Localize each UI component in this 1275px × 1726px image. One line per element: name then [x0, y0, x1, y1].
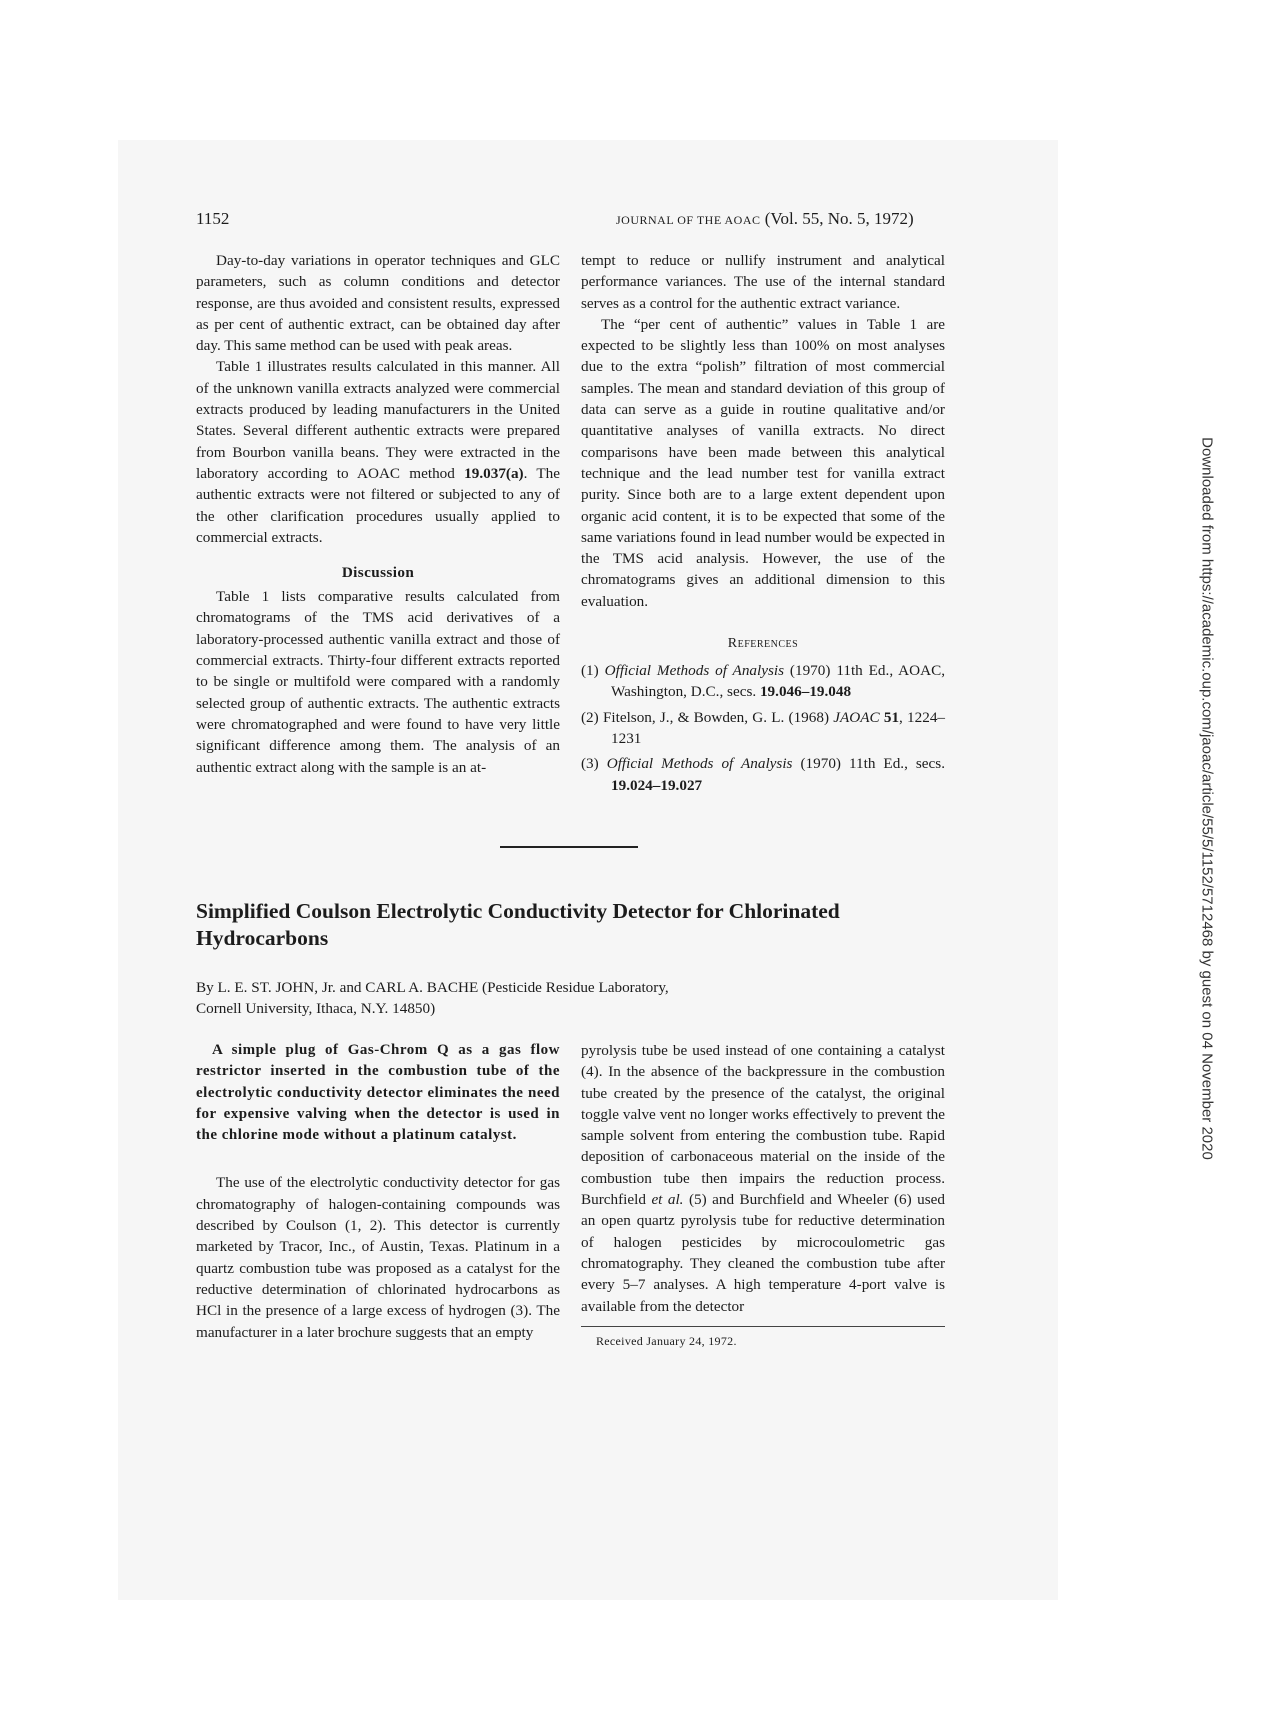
text: Table 1 illustrates results calculated in this manner. All of the unknown vanilla extracts analyzed were commercial extracts produced by leading manufacturers in the United States. Several different authentic extracts were prepared from Bourbon vanilla beans. They were extracted in the laboratory according to AOAC method [196, 358, 560, 482]
received-date: Received January 24, 1972. [596, 1334, 737, 1348]
text: pyrolysis tube be used instead of one containing a catalyst (4). In the absence of the backpressure in the combustion tube created by the presence of the catalyst, the original toggle valve vent no longer works effectively to prevent the sample solvent from entering the combustion tube. Rapid deposition of carbonaceous material on the inside of the combustion tube then impairs the reduction process. Burchfield [581, 1042, 945, 1209]
journal-name: JOURNAL OF THE AOAC [616, 213, 761, 227]
text: , 1224–1231 [611, 708, 946, 747]
right-column [581, 250, 945, 800]
paragraph: tempt to reduce or nullify instrument and analytical performance variances. The use of the internal standard serves as a control for the authentic extract variance. [581, 252, 945, 312]
text: (1970) 11th Ed., AOAC, Washington, D.C., secs. [611, 662, 946, 701]
footnote-rule [581, 1326, 945, 1327]
text: Fitelson, J., & Bowden, G. L. (1968) [602, 708, 834, 726]
abstract: A simple plug of Gas-Chrom Q as a gas flow restrictor inserted in the combustion tube of the electrolytic conductivity detector eliminates the need for expensive valving when the detector is used in the chlorine mode without a platinum catalyst. [196, 1042, 560, 1144]
text: . The authentic extracts were not filtered or subjected to any of the other clarification procedures usually applied to commercial extracts. [196, 464, 561, 546]
text: (1970) 11th Ed., secs. [792, 755, 945, 773]
running-header [616, 209, 914, 229]
reference-number: (1) [581, 662, 599, 680]
authors-line: By L. E. ST. JOHN, Jr. and CARL A. BACHE (Pesticide Residue Laboratory, [196, 979, 669, 996]
reference-number: (2) [581, 708, 599, 726]
paragraph: Table 1 lists comparative results calculated from chromatograms of the TMS acid derivatives of a laboratory-processed authentic vanilla extract and those of commercial extracts. Thirty-four different extracts reported to be single or multifold were compared with a randomly selected group of authentic extracts. The authentic extracts were chromatographed and were found to have very little significant difference among them. The analysis of an authentic extract along with the sample is an at- [196, 588, 560, 776]
reference-title: Official Methods of Analysis [606, 755, 793, 773]
article-divider [500, 846, 638, 848]
reference-item [581, 707, 945, 750]
text: (5) and Burchfield and Wheeler (6) used an open quartz pyrolysis tube for reductive determination of halogen pesticides by microcoulometric gas chromatography. They cleaned the combustion tube after every 5–7 analyses. A high temperature 4-port valve is available from the detector [581, 1191, 946, 1315]
download-notice: Downloaded from https://academic.oup.com/jaoac/article/55/5/1152/5712468 by guest on 04 November 2020 [1198, 437, 1216, 1160]
method-ref: 19.037(a) [464, 464, 524, 482]
paragraph: The “per cent of authentic” values in Table 1 are expected to be slightly less than 100% on most analyses due to the extra “polish” filtration of most commercial samples. The mean and standard deviation of this group of data can serve as a guide in routine qualitative and/or quantitative analyses of vanilla extracts. No direct comparisons have been made between this analytical technique and the lead number test for vanilla extract purity. Since both are to a large extent dependent upon organic acid content, it is to be expected that some of the same variations found in lead number would be expected in the TMS acid analysis. However, the use of the chromatograms gives an additional dimension to this evaluation. [581, 315, 945, 610]
reference-sections: 19.046–19.048 [759, 683, 852, 701]
article-right-column [581, 1040, 945, 1317]
reference-number: (3) [581, 755, 599, 773]
paragraph [581, 1040, 945, 1317]
reference-title: Official Methods of Analysis [604, 662, 785, 680]
article-left-column [196, 1040, 560, 1343]
et-al: et al. [651, 1191, 684, 1209]
references-heading: References [727, 636, 799, 652]
paragraph: Day-to-day variations in operator techniques and GLC parameters, such as column conditions and detector response, are thus avoided and consistent results, expressed as per cent of authentic extract, can be obtained day after day. This same method can be used with peak areas. [196, 252, 560, 355]
paragraph [196, 356, 560, 548]
affiliation-line: Cornell University, Ithaca, N.Y. 14850) [196, 1000, 436, 1017]
left-column [196, 250, 560, 778]
reference-item [581, 660, 945, 703]
article-authors [196, 977, 946, 1019]
journal-abbrev: JAOAC [833, 708, 880, 726]
article-title: Simplified Coulson Electrolytic Conductivity Detector for Chlorinated Hydrocarbons [196, 899, 840, 950]
reference-volume: 51 [883, 708, 900, 726]
journal-volume: (Vol. 55, No. 5, 1972) [764, 209, 914, 228]
reference-sections: 19.024–19.027 [611, 776, 703, 794]
reference-item [581, 753, 945, 796]
paragraph: The use of the electrolytic conductivity detector for gas chromatography of halogen-containing compounds was described by Coulson (1, 2). This detector is currently marketed by Tracor, Inc., of Austin, Texas. Platinum in a quartz combustion tube was proposed as a catalyst for the reductive determination of chlorinated hydrocarbons as HCl in the presence of a large excess of hydrogen (3). The manufacturer in a later brochure suggests that an empty [196, 1174, 560, 1341]
page-number: 1152 [196, 209, 230, 228]
section-heading: Discussion [341, 564, 415, 582]
